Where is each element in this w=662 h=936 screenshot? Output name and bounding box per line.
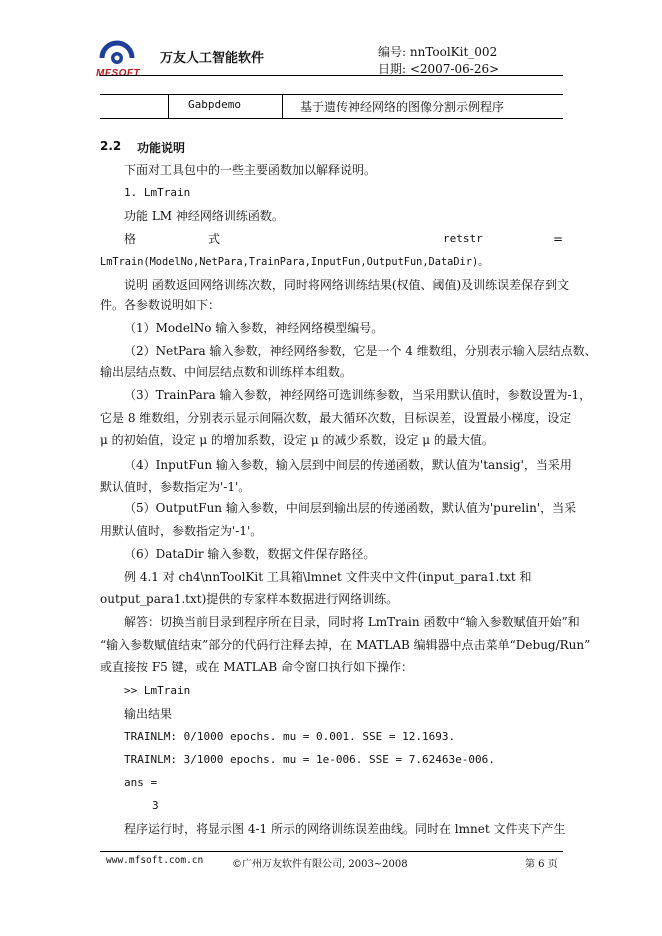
command-line: >> LmTrain — [124, 684, 191, 697]
footer-copyright: ©广州万友软件有限公司, 2003~2008 — [232, 859, 408, 870]
paragraph-line: 例 4.1 对 ch4\nnToolKit 工具箱\lmnet 文件夹中文件(input_para1.txt 和 — [124, 570, 532, 584]
paragraph-line: 件。各参数说明如下： — [100, 298, 221, 312]
output-line: ans = — [124, 776, 158, 789]
document-date: 日期: <2007-06-26> — [378, 62, 500, 76]
header-rule — [100, 75, 563, 76]
paragraph-line: （2）NetPara 输入参数，神经网络参数，它是一个 4 维数组，分别表示输入层结点数、 — [124, 344, 597, 358]
footer-rule — [100, 851, 563, 852]
paragraph-line: （1）ModelNo 输入参数，神经网络模型编号。 — [124, 321, 384, 335]
output-line: 3 — [152, 799, 159, 812]
paragraph-line: = — [553, 232, 564, 246]
section-number: 2.2 — [100, 139, 122, 153]
paragraph-line: 格 — [124, 232, 137, 246]
paragraph-line: “输入参数赋值结束”部分的代码行注释去掉，在 MATLAB 编辑器中点击菜单“Debug/Run” — [100, 638, 591, 652]
paragraph-line: μ 的初始值，设定 μ 的增加系数，设定 μ 的减少系数，设定 μ 的最大值。 — [100, 433, 494, 447]
paragraph-line: 式 — [208, 232, 221, 246]
table-cell-description: 基于遗传神经网络的图像分割示例程序 — [300, 100, 505, 114]
table-divider — [282, 95, 283, 118]
function-signature: LmTrain(ModelNo,NetPara,TrainPara,InputFun,OutputFun,DataDir)。 — [100, 256, 489, 268]
paragraph-line: （6）DataDir 输入参数，数据文件保存路径。 — [124, 547, 376, 561]
paragraph-line: （3）TrainPara 输入参数，神经网络可选训练参数，当采用默认值时，参数设置为-1， — [124, 388, 592, 402]
footer-url: www.mfsoft.com.cn — [106, 855, 204, 866]
output-line: TRAINLM: 3/1000 epochs. mu = 1e-006. SSE = 7.62463e-006. — [124, 753, 495, 766]
output-line: TRAINLM: 0/1000 epochs. mu = 0.001. SSE = 12.1693. — [124, 730, 456, 743]
company-name: 万友人工智能软件 — [160, 51, 265, 66]
paragraph-line: 输出结果 — [124, 707, 173, 721]
section-title: 功能说明 — [137, 141, 186, 155]
logo-text: MFSOFT — [96, 68, 141, 79]
paragraph-line: 它是 8 维数组，分别表示显示间隔次数，最大循环次数，目标误差，设置最小梯度，设定 — [100, 411, 572, 425]
paragraph-line: 默认值时，参数指定为'-1'。 — [100, 480, 251, 494]
paragraph-line: 功能 LM 神经网络训练函数。 — [124, 209, 284, 223]
program-table-row — [100, 94, 563, 119]
paragraph-line: retstr — [443, 232, 483, 245]
paragraph-line: 解答：切换当前目录到程序所在目录，同时将 LmTrain 函数中“输入参数赋值开始”和 — [124, 615, 580, 629]
table-cell-program: Gabpdemo — [188, 98, 241, 111]
paragraph-line: 下面对工具包中的一些主要函数加以解释说明。 — [124, 163, 377, 177]
paragraph-line: （5）OutputFun 输入参数，中间层到输出层的传递函数，默认值为'purelin'，当采 — [124, 501, 577, 515]
paragraph-line: （4）InputFun 输入参数，输入层到中间层的传递函数，默认值为'tansig'，当采用 — [124, 458, 572, 472]
paragraph-line: 用默认值时，参数指定为'-1'。 — [100, 524, 263, 538]
paragraph-line: 说明 函数返回网络训练次数，同时将网络训练结果(权值、阈值)及训练误差保存到文 — [124, 278, 570, 292]
paragraph-line: 输出层结点数、中间层结点数和训练样本组数。 — [100, 365, 353, 379]
page-number: 第 6 页 — [525, 859, 558, 870]
table-divider — [168, 95, 169, 118]
document-number: 编号: nnToolKit_002 — [378, 45, 498, 59]
paragraph-line: 或直接按 F5 键，或在 MATLAB 命令窗口执行如下操作： — [100, 660, 413, 674]
paragraph-line: 程序运行时，将显示图 4-1 所示的网络训练误差曲线。同时在 lmnet 文件夹下产生 — [124, 822, 566, 836]
function-heading: 1. LmTrain — [124, 186, 191, 199]
paragraph-line: output_para1.txt)提供的专家样本数据进行网络训练。 — [100, 592, 399, 606]
